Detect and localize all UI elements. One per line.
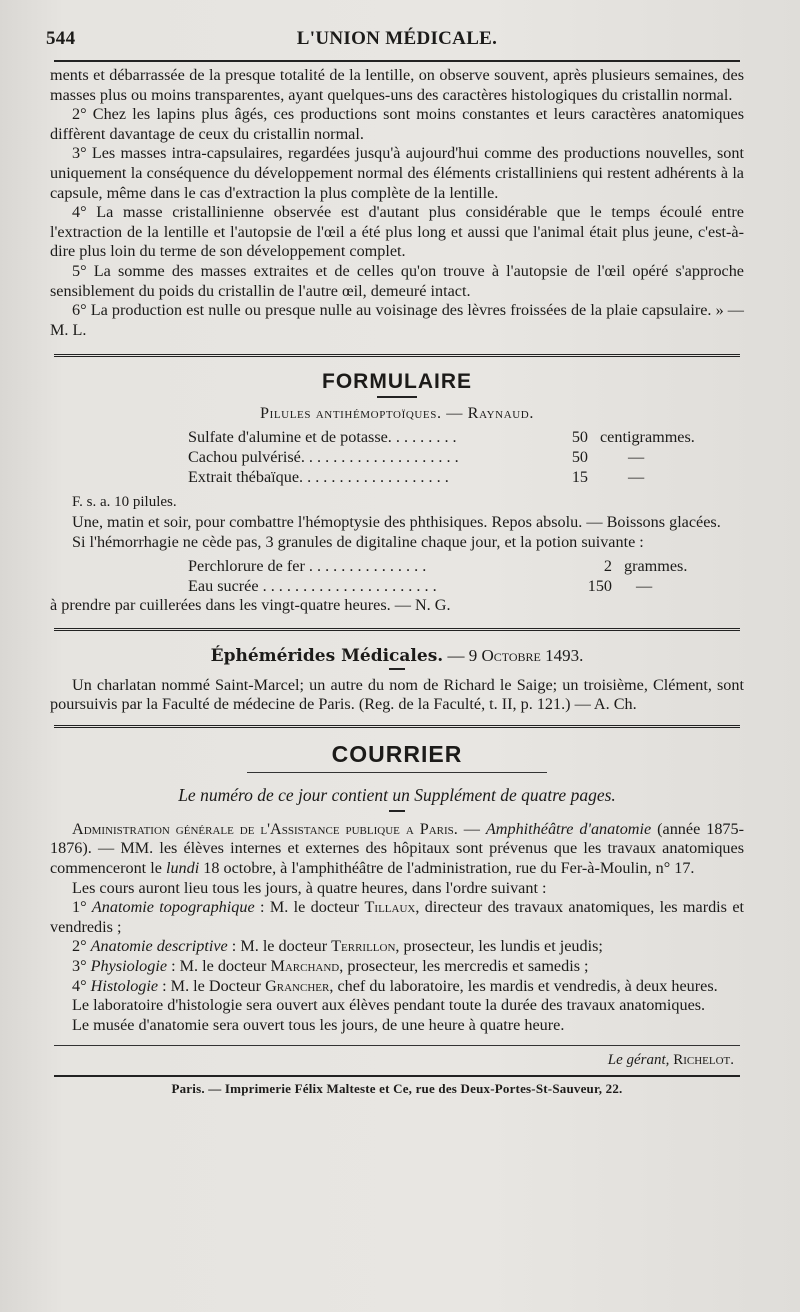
page-number: 544 [46, 28, 76, 49]
musee-paragraph: Le musée d'anatomie sera ouvert tous les jours, de une heure à quatre heure. [72, 1015, 565, 1034]
admin-emphasis: Amphithéâtre d'anatomie [485, 819, 652, 838]
course-item: 2° Anatomie descriptive : M. le docteur Terrillon, prosecteur, les lundis et jeudis; [72, 937, 603, 956]
usage-text: Une, matin et soir, pour combattre l'hémoptysie des phthisiques. Repos absolu. — Boissons glacées. [72, 512, 721, 531]
item-number: 1° [72, 898, 87, 917]
rx-row [188, 576, 748, 596]
item-rest: , prosecteur, les lundis et jeudis; [395, 937, 603, 956]
paragraph: 4° La masse cristallinienne observée est d'autant plus considérable que le temps écoulé entre l'extraction de la lentille et l'autopsie de l'œil a été plus long et aussi que l'animal était plus jeune, c'est-à-dire plus loin du terme de son développement complet. [50, 203, 744, 261]
item-subject: Anatomie topographique [91, 898, 255, 917]
signature-label: Le gérant, [607, 1052, 670, 1069]
prendre-text: à prendre par cuillerées dans les vingt-quatre heures. — N. G. [50, 596, 451, 615]
rx-row [188, 447, 748, 467]
paragraph: 2° Chez les lapins plus âgés, ces productions sont moins constantes et leurs caractères anatomiques diffèrent davantage de ceux du cristallin normal. [50, 105, 744, 143]
ephemerides-body [46, 676, 748, 715]
journal-title: L'UNION MÉDICALE. [296, 28, 498, 49]
courrier-title: COURRIER [331, 740, 463, 767]
formula-subtitle: Pilules antihémoptoïques. — Raynaud. [260, 404, 534, 423]
item-rest: , chef du laboratoire, les mardis et vendredis, à deux heures. [329, 976, 718, 995]
admin-text: (année 1875-1876). — MM. les élèves internes et externes des hôpitaux sont prévenus que les travaux anatomiques commenceront le [50, 819, 744, 878]
item-rest: , prosecteur, les mercredis et samedis ; [339, 957, 589, 976]
admin-heading: Administration générale de l'Assistance publique a Paris. [72, 819, 458, 838]
labo-paragraph: Le laboratoire d'histologie sera ouvert aux élèves pendant toute la durée des travaux anatomiques. [72, 996, 706, 1015]
printer-imprint: Paris. — Imprimerie Félix Malteste et Ce, rue des Deux-Portes-St-Sauveur, 22. [171, 1081, 623, 1097]
quantity: 150 [587, 577, 612, 596]
footer-rule [54, 1075, 740, 1077]
ingredient: Eau sucrée . . . . . . . . . . . . . . . . . . . . . . [188, 577, 437, 596]
rx-row [188, 556, 748, 576]
ingredient: Cachou pulvérisé. . . . . . . . . . . . . . . . . . . . [188, 448, 459, 467]
item-teacher: Marchand [270, 957, 340, 976]
signature [46, 1052, 748, 1069]
footer-rule [54, 1045, 740, 1046]
ephemerides-title: Éphémérides Médicales. [210, 645, 444, 666]
item-subject: Physiologie [90, 957, 168, 976]
fsa-line: F. s. a. 10 pilules. [72, 494, 177, 511]
ingredient: Extrait thébaïque. . . . . . . . . . . . . . . . . . . [188, 468, 449, 487]
short-rule [389, 668, 405, 670]
course-item: 4° Histologie : M. le Docteur Grancher, chef du laboratoire, les mardis et vendredis, à deux heures. [72, 976, 718, 995]
section-divider [54, 354, 740, 360]
courrier-rule [247, 772, 547, 773]
ephemerides-heading [46, 646, 748, 666]
unit: grammes. [624, 557, 688, 576]
admin-text-2: 18 octobre, à l'amphithéâtre de l'administration, rue du Fer-à-Moulin, n° 17. [203, 859, 695, 878]
unit: — [628, 448, 645, 467]
ingredient: Sulfate d'alumine et de potasse. . . . . . . . . [188, 428, 457, 447]
item-subject: Histologie [90, 976, 159, 995]
ephemerides-text: Un charlatan nommé Saint-Marcel; un autre du nom de Richard le Saige; un troisième, Clément, sont poursuivis par la Faculté de médecine de Paris. (Reg. de la Faculté, t. II, p. 121.) — A. Ch. [50, 675, 744, 714]
course-item: 3° Physiologie : M. le docteur Marchand, prosecteur, les mercredis et samedis ; [72, 957, 589, 976]
hemorrhage-text: Si l'hémorrhagie ne cède pas, 3 granules de digitaline chaque jour, et la potion suivante : [72, 532, 644, 551]
paragraph: 5° La somme des masses extraites et de celles qu'on trouve à l'autopsie de l'œil opéré s'approche sensiblement du poids du cristallin de l'autre œil, demeuré intact. [50, 261, 744, 300]
prescription-2 [188, 556, 748, 596]
item-subject: Anatomie descriptive [90, 937, 228, 956]
admin-paragraph: Administration générale de l'Assistance publique a Paris. — Amphithéâtre d'anatomie (année 1875-1876). — MM. les élèves internes et externes des hôpitaux sont prévenus que les travaux anatomiques commenceront le lundi 18 octobre, à l'amphithéâtre de l'administration, rue du Fer-à-Moulin, n° 17. [50, 819, 744, 878]
unit: — [636, 577, 653, 596]
unit: — [628, 468, 645, 487]
article-conclusions [46, 66, 748, 340]
supplement-notice: Le numéro de ce jour contient un Supplément de quatre pages. [178, 784, 616, 805]
signature-name: Richelot. [673, 1052, 734, 1069]
item-teacher: Tillaux [364, 898, 416, 917]
quantity: 50 [571, 428, 588, 447]
header-rule [54, 60, 740, 62]
course-item: 1° Anatomie topographique : M. le docteur Tillaux, directeur des travaux anatomiques, les mardis et vendredis ; [50, 898, 744, 936]
quantity: 2 [603, 557, 612, 576]
paragraph: 3° Les masses intra-capsulaires, regardées jusqu'à aujourd'hui comme des productions nouvelles, sont uniquement la conséquence du développement normal des éléments cristalliniens qui restent adhérents à la capsule, même dans le cas d'extraction la plus complète de la lentille. [50, 144, 744, 202]
short-rule [377, 396, 417, 398]
item-rest: , directeur des travaux anatomiques, les mardis et vendredis ; [50, 898, 744, 936]
formulaire-title: FORMULAIRE [322, 370, 472, 394]
item-number: 4° [72, 976, 87, 995]
ingredient: Perchlorure de fer . . . . . . . . . . . . . . . [188, 557, 427, 576]
cours-paragraph: Les cours auront lieu tous les jours, à quatre heures, dans l'ordre suivant : [72, 878, 547, 897]
formula-usage [46, 493, 748, 552]
paragraph: 6° La production est nulle ou presque nulle au voisinage des lèvres froissées de la plaie capsulaire. » — M. L. [50, 301, 744, 339]
formula-closing [46, 596, 748, 616]
ephemerides-date: — 9 Octobre 1493. [447, 645, 584, 665]
item-teacher: Terrillon [331, 937, 396, 956]
section-divider [54, 628, 740, 634]
item-teacher: Grancher [265, 976, 330, 995]
paragraph: ments et débarrassée de la presque totalité de la lentille, on observe souvent, après plusieurs semaines, des masses plus ou moins transparentes, ayant quelques-uns des caractères histologiques du cristallin normal. [50, 66, 744, 104]
rx-row [188, 467, 748, 487]
quantity: 50 [571, 448, 588, 467]
unit: centigrammes. [600, 428, 695, 447]
courrier-body [46, 820, 748, 1036]
item-number: 3° [72, 957, 87, 976]
prescription-1 [188, 427, 748, 487]
section-divider [54, 725, 740, 731]
admin-lundi: lundi [165, 859, 200, 878]
item-number: 2° [72, 937, 87, 956]
quantity: 15 [571, 468, 588, 487]
page-header [46, 28, 748, 58]
rx-row [188, 427, 748, 447]
short-rule [389, 810, 405, 812]
